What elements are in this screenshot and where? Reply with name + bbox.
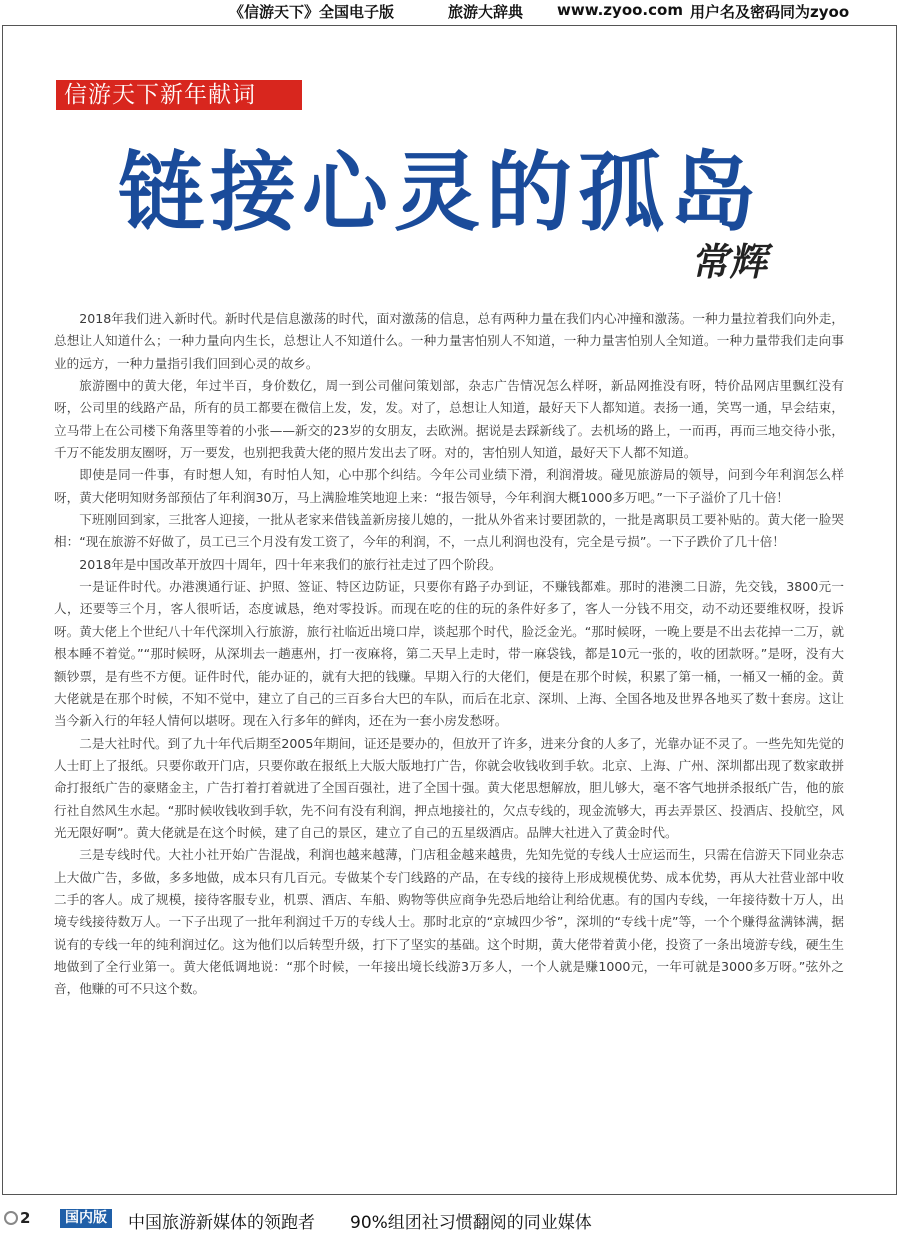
section-tag: 信游天下新年献词 xyxy=(56,80,302,110)
dictionary-label: 旅游大辞典 xyxy=(448,3,524,21)
edition-badge: 国内版 xyxy=(60,1209,112,1228)
article-title: 链接心灵的孤岛 xyxy=(118,143,762,243)
paragraph: 三是专线时代。大社小社开始广告混战，利润也越来越薄，门店租金越来越贵，先知先觉的专线人士应运而生，只需在信游天下同业杂志上大做广告，多做，多多地做，成本只有几百元。专做某个专门线路的产品，在专线的接待上形成规模优势、成本优势，再从大社营业部中收二手的客人。成了规模，接待客服专业，机票、酒店、车船、购物等供应商争先恐后地给让利给优惠。有的国内专线，一年接待数十万人，出境专线接待数万人。一下子出现了一批年利润过千万的专线人士。那时北京的“京城四少爷”，深圳的“专线十虎”等，一个个赚得盆满钵满，据说有的专线一年的纯利润过亿。这为他们以后转型升级，打下了坚实的基础。这个时期，黄大佬带着黄小佬，投资了一条出境游专线，硬生生地做到了全行业第一。黄大佬低调地说：“那个时候，一年接出境长线游3万多人，一个人就是赚1000元，一年可就是3000多万呀。”弦外之音，他赚的可不只这个数。 xyxy=(54,847,844,997)
paragraph: 2018年我们进入新时代。新时代是信息激荡的时代，面对激荡的信息，总有两种力量在我们内心冲撞和激荡。一种力量拉着我们向外走，总想让人知道什么；一种力量向内生长，总想让人不知道什么。一种力量害怕别人不知道，一种力量害怕别人全知道。一种力量带我们走向事业的远方，一种力量指引我们回到心灵的故乡。 xyxy=(54,311,844,371)
paragraph: 2018年是中国改革开放四十周年，四十年来我们的旅行社走过了四个阶段。 xyxy=(79,556,502,572)
website-link[interactable]: www.zyoo.com xyxy=(557,1,683,19)
footer-slogan-1: 中国旅游新媒体的领跑者 xyxy=(128,1213,315,1233)
footer-slogan-2: 90%组团社习惯翻阅的同业媒体 xyxy=(350,1213,592,1233)
page-number-text: 2 xyxy=(20,1209,31,1227)
author-signature: 常辉 xyxy=(689,239,775,284)
top-banner xyxy=(0,0,900,24)
paragraph: 旅游圈中的黄大佬，年过半百，身价数亿，周一到公司催问策划部，杂志广告情况怎么样呀，新品网推没有呀，特价品网店里飘红没有呀，公司里的线路产品，所有的员工都要在微信上发，发，发。对了，总想让人知道，最好天下人都知道。表扬一通，笑骂一通，早会结束，立马带上在公司楼下角落里等着的小张——新交的23岁的女朋友，去欧洲。据说是去踩新线了。去机场的路上，一而再，再而三地交待小张，千万不能发朋友圈呀，万一要发，也别把我黄大佬的照片发出去了呀。对的，害怕别人知道，最好天下人都不知道。 xyxy=(54,378,844,461)
paragraph: 一是证件时代。办港澳通行证、护照、签证、特区边防证，只要你有路子办到证，不赚钱都难。那时的港澳二日游，先交钱，3800元一人，还要等三个月，客人很听话，态度诚恳，绝对零投诉。而现在吃的住的玩的条件好多了，客人一分钱不用交，动不动还要维权呀，投诉呀。黄大佬上个世纪八十年代深圳入行旅游，旅行社临近出境口岸，谈起那个时代，脸泛金光。“那时候呀，一晚上要是不出去花掉一二万，就根本睡不着觉。”“那时候呀，从深圳去一趟惠州，打一夜麻将，第二天早上走时，带一麻袋钱，都是10元一张的，收的团款呀。”是呀，没有大额钞票，是有些不方便。证件时代，能办证的，就有大把的钱赚。早期入行的大佬们，便是在那个时候，积累了第一桶，一桶又一桶的金。黄大佬就是在那个时候，不知不觉中，建立了自己的三百多台大巴的车队，而后在北京、深圳、上海、全国各地及世界各地买了数十套房。这让当今新入行的年轻人情何以堪呀。现在入行多年的鲜肉，还在为一套小房发愁呀。 xyxy=(54,579,844,729)
publication-name: 《信游天下》全国电子版 xyxy=(229,3,395,21)
paragraph: 即使是同一件事，有时想人知，有时怕人知，心中那个纠结。今年公司业绩下滑，利润滑坡。碰见旅游局的领导，问到今年利润怎么样呀，黄大佬明知财务部预估了年利润30万，马上满脸堆笑地迎上来：“报告领导，今年利润大概1000多万吧。”一下子溢价了几十倍！ xyxy=(54,467,844,505)
page-marker-icon xyxy=(4,1211,18,1225)
paragraph: 二是大社时代。到了九十年代后期至2005年期间，证还是要办的，但放开了许多，进来分食的人多了，光靠办证不灵了。一些先知先觉的人士盯上了报纸。只要你敢开门店，只要你敢在报纸上大版大版地打广告，你就会收钱收到手软。北京、上海、广州、深圳都出现了数家敢拼命打报纸广告的豪赌金主，广告打着打着就进了全国百强社，进了全国十强。黄大佬思想解放，胆儿够大，毫不客气地拼杀报纸广告，他的旅行社自然风生水起。“那时候收钱收到手软，先不问有没有利润，押点地接社的，欠点专线的，现金流够大，再去弄景区、投酒店、投航空，风光无限好啊”。黄大佬就是在这个时候，建了自己的景区，建立了自己的五星级酒店。品牌大社进入了黄金时代。 xyxy=(54,735,844,840)
login-note: 用户名及密码同为zyoo xyxy=(690,3,850,21)
page-number xyxy=(4,1209,30,1227)
paragraph: 下班刚回到家，三批客人迎接，一批从老家来借钱盖新房接儿媳的，一批从外省来讨要团款的，一批是离职员工要补贴的。黄大佬一脸哭相：“现在旅游不好做了，员工已三个月没有发工资了，今年的利润，不，一点儿利润也没有，完全是亏损”。一下子跌价了几十倍！ xyxy=(54,512,844,550)
footer-bar xyxy=(0,1207,900,1233)
article-body xyxy=(54,308,844,1001)
